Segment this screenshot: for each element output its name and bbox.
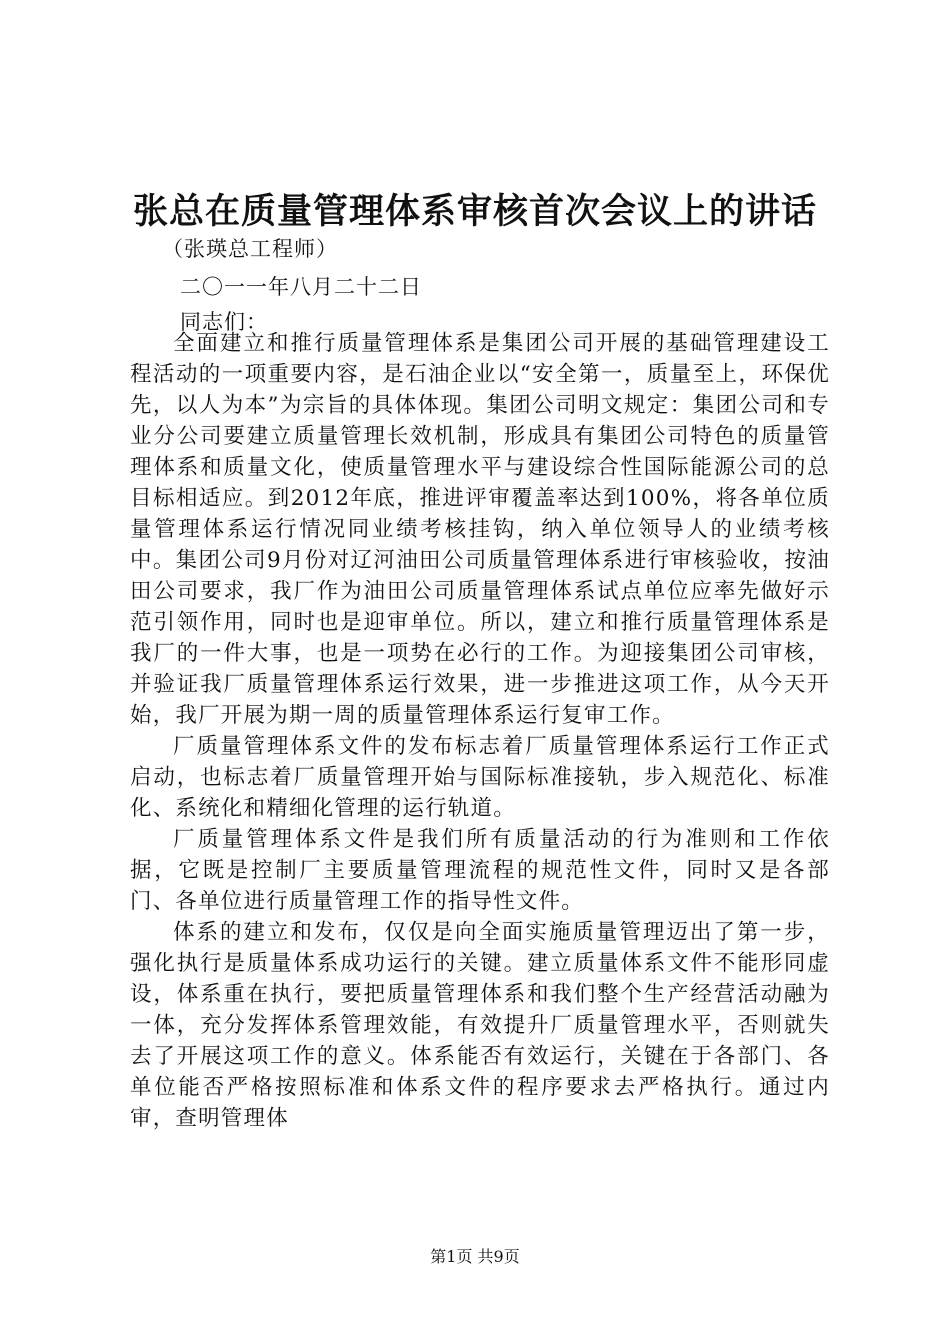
paragraph: 体系的建立和发布，仅仅是向全面实施质量管理迈出了第一步，强化执行是质量体系成功运行的关键。建立质量体系文件不能形同虚设，体系重在执行，要把质量管理体系和我们整个生产经营活动融为一体，充分发挥体系管理效能，有效提升厂质量管理水平，否则就失去了开展这项工作的意义。体系能否有效运行，关键在于各部门、各单位能否严格按照标准和体系文件的程序要求去严格执行。通过内审，查明管理体 <box>130 920 830 1131</box>
page-footer: 第1页 共9页 <box>430 1247 520 1266</box>
paragraph: 厂质量管理体系文件是我们所有质量活动的行为准则和工作依据，它既是控制厂主要质量管理流程的规范性文件，同时又是各部门、各单位进行质量管理工作的指导性文件。 <box>130 827 830 914</box>
greeting-line: 同志们： <box>180 310 268 334</box>
date-line: 二〇一一年八月二十二日 <box>180 275 422 299</box>
body-text <box>130 328 830 1134</box>
author-line: （张瑛总工程师） <box>162 237 338 261</box>
document-title: 张总在质量管理体系审核首次会议上的讲话 <box>132 191 817 232</box>
paragraph: 全面建立和推行质量管理体系是集团公司开展的基础管理建设工程活动的一项重要内容，是石油企业以“安全第一，质量至上，环保优先，以人为本”为宗旨的具体体现。集团公司明文规定：集团公司和专业分公司要建立质量管理长效机制，形成具有集团公司特色的质量管理体系和质量文化，使质量管理水平与建设综合性国际能源公司的总目标相适应。到2012年底，推进评审覆盖率达到100%，将各单位质量管理体系运行情况同业绩考核挂钩，纳入单位领导人的业绩考核中。集团公司9月份对辽河油田公司质量管理体系进行审核验收，按油田公司要求，我厂作为油田公司质量管理体系试点单位应率先做好示范引领作用，同时也是迎审单位。所以，建立和推行质量管理体系是我厂的一件大事，也是一项势在必行的工作。为迎接集团公司审核，并验证我厂质量管理体系运行效果，进一步推进这项工作，从今天开始，我厂开展为期一周的质量管理体系运行复审工作。 <box>130 331 830 728</box>
paragraph: 厂质量管理体系文件的发布标志着厂质量管理体系运行工作正式启动，也标志着厂质量管理开始与国际标准接轨，步入规范化、标准化、系统化和精细化管理的运行轨道。 <box>130 734 830 821</box>
